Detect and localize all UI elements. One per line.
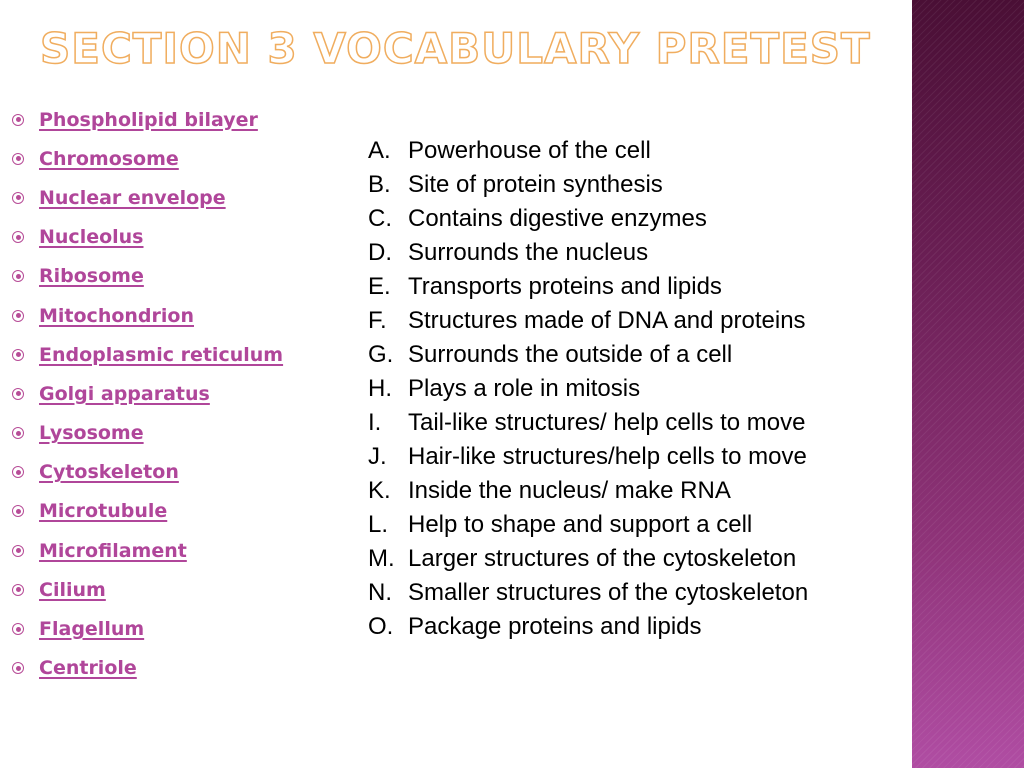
- bullet-icon: [12, 545, 24, 557]
- term-link[interactable]: Lysosome: [39, 422, 144, 445]
- bullet-icon: [12, 153, 24, 165]
- bullet-icon: [12, 505, 24, 517]
- term-list: [12, 100, 283, 688]
- definition-item: [368, 440, 808, 474]
- bullet-icon: [12, 623, 24, 635]
- definition-item: [368, 168, 808, 202]
- definition-text: Help to shape and support a cell: [408, 511, 753, 538]
- bullet-icon: [12, 192, 24, 204]
- definition-text: Powerhouse of the cell: [408, 137, 651, 164]
- definition-item: [368, 236, 808, 270]
- term-link[interactable]: Phospholipid bilayer: [39, 108, 258, 131]
- definition-item: [368, 610, 808, 644]
- definition-text: Transports proteins and lipids: [408, 273, 722, 300]
- bullet-icon: [12, 466, 24, 478]
- term-item: [12, 414, 283, 453]
- term-link[interactable]: Endoplasmic reticulum: [39, 343, 284, 366]
- definition-letter: K.: [368, 477, 391, 504]
- term-item: [12, 570, 283, 609]
- definition-item: [368, 508, 808, 542]
- term-link[interactable]: Chromosome: [39, 147, 179, 170]
- term-link[interactable]: Centriole: [39, 657, 137, 680]
- term-link[interactable]: Flagellum: [39, 618, 145, 641]
- bullet-icon: [12, 349, 24, 361]
- definition-text: Site of protein synthesis: [408, 171, 663, 198]
- bullet-icon: [12, 270, 24, 282]
- definition-text: Smaller structures of the cytoskeleton: [408, 579, 809, 606]
- term-item: [12, 335, 283, 374]
- term-item: [12, 531, 283, 570]
- definition-item: [368, 270, 808, 304]
- definition-letter: F.: [368, 307, 387, 334]
- definition-letter: B.: [368, 171, 391, 198]
- term-item: [12, 139, 283, 178]
- definition-item: [368, 202, 808, 236]
- bullet-icon: [12, 114, 24, 126]
- definition-item: [368, 338, 808, 372]
- definition-item: [368, 576, 808, 610]
- definition-text: Plays a role in mitosis: [408, 375, 641, 402]
- term-item: [12, 609, 283, 648]
- bullet-icon: [12, 231, 24, 243]
- slide-title: SECTION 3 VOCABULARY PRETEST: [40, 24, 871, 73]
- definition-text: Inside the nucleus/ make RNA: [408, 477, 731, 504]
- term-link[interactable]: Golgi apparatus: [39, 382, 210, 405]
- definition-letter: M.: [368, 545, 395, 572]
- bullet-icon: [12, 388, 24, 400]
- term-item: [12, 492, 283, 531]
- definition-letter: D.: [368, 239, 392, 266]
- term-item: [12, 374, 283, 413]
- term-item: [12, 649, 283, 688]
- definition-text: Hair-like structures/help cells to move: [408, 443, 807, 470]
- term-link[interactable]: Nuclear envelope: [39, 186, 226, 209]
- bullet-icon: [12, 427, 24, 439]
- definition-letter: L.: [368, 511, 389, 538]
- definition-text: Structures made of DNA and proteins: [408, 307, 806, 334]
- definition-item: [368, 304, 808, 338]
- term-item: [12, 218, 283, 257]
- definition-text: Package proteins and lipids: [408, 613, 702, 640]
- definition-item: [368, 134, 808, 168]
- term-item: [12, 178, 283, 217]
- definition-letter: O.: [368, 613, 394, 640]
- definition-letter: N.: [368, 579, 392, 606]
- definition-text: Surrounds the outside of a cell: [408, 341, 733, 368]
- term-link[interactable]: Cytoskeleton: [39, 461, 179, 484]
- term-item: [12, 296, 283, 335]
- definition-letter: G.: [368, 341, 394, 368]
- definition-item: [368, 474, 808, 508]
- definition-text: Contains digestive enzymes: [408, 205, 707, 232]
- definition-text: Surrounds the nucleus: [408, 239, 649, 266]
- term-link[interactable]: Microtubule: [39, 500, 168, 523]
- term-item: [12, 453, 283, 492]
- definition-item: [368, 372, 808, 406]
- definition-text: Larger structures of the cytoskeleton: [408, 545, 797, 572]
- definition-letter: H.: [368, 375, 392, 402]
- definition-letter: E.: [368, 273, 391, 300]
- definition-letter: C.: [368, 205, 392, 232]
- definition-text: Tail-like structures/ help cells to move: [408, 409, 806, 436]
- term-link[interactable]: Mitochondrion: [39, 304, 194, 327]
- definition-list: [368, 134, 808, 644]
- term-link[interactable]: Nucleolus: [39, 226, 144, 249]
- term-item: [12, 100, 283, 139]
- bullet-icon: [12, 310, 24, 322]
- term-item: [12, 257, 283, 296]
- bullet-icon: [12, 662, 24, 674]
- definition-item: [368, 542, 808, 576]
- definition-letter: I.: [368, 409, 382, 436]
- term-link[interactable]: Ribosome: [39, 265, 144, 288]
- definition-item: [368, 406, 808, 440]
- term-link[interactable]: Cilium: [39, 578, 106, 601]
- bullet-icon: [12, 584, 24, 596]
- definition-letter: J.: [368, 443, 387, 470]
- term-link[interactable]: Microfilament: [39, 539, 187, 562]
- decorative-side-panel: [912, 0, 1024, 768]
- definition-letter: A.: [368, 137, 391, 164]
